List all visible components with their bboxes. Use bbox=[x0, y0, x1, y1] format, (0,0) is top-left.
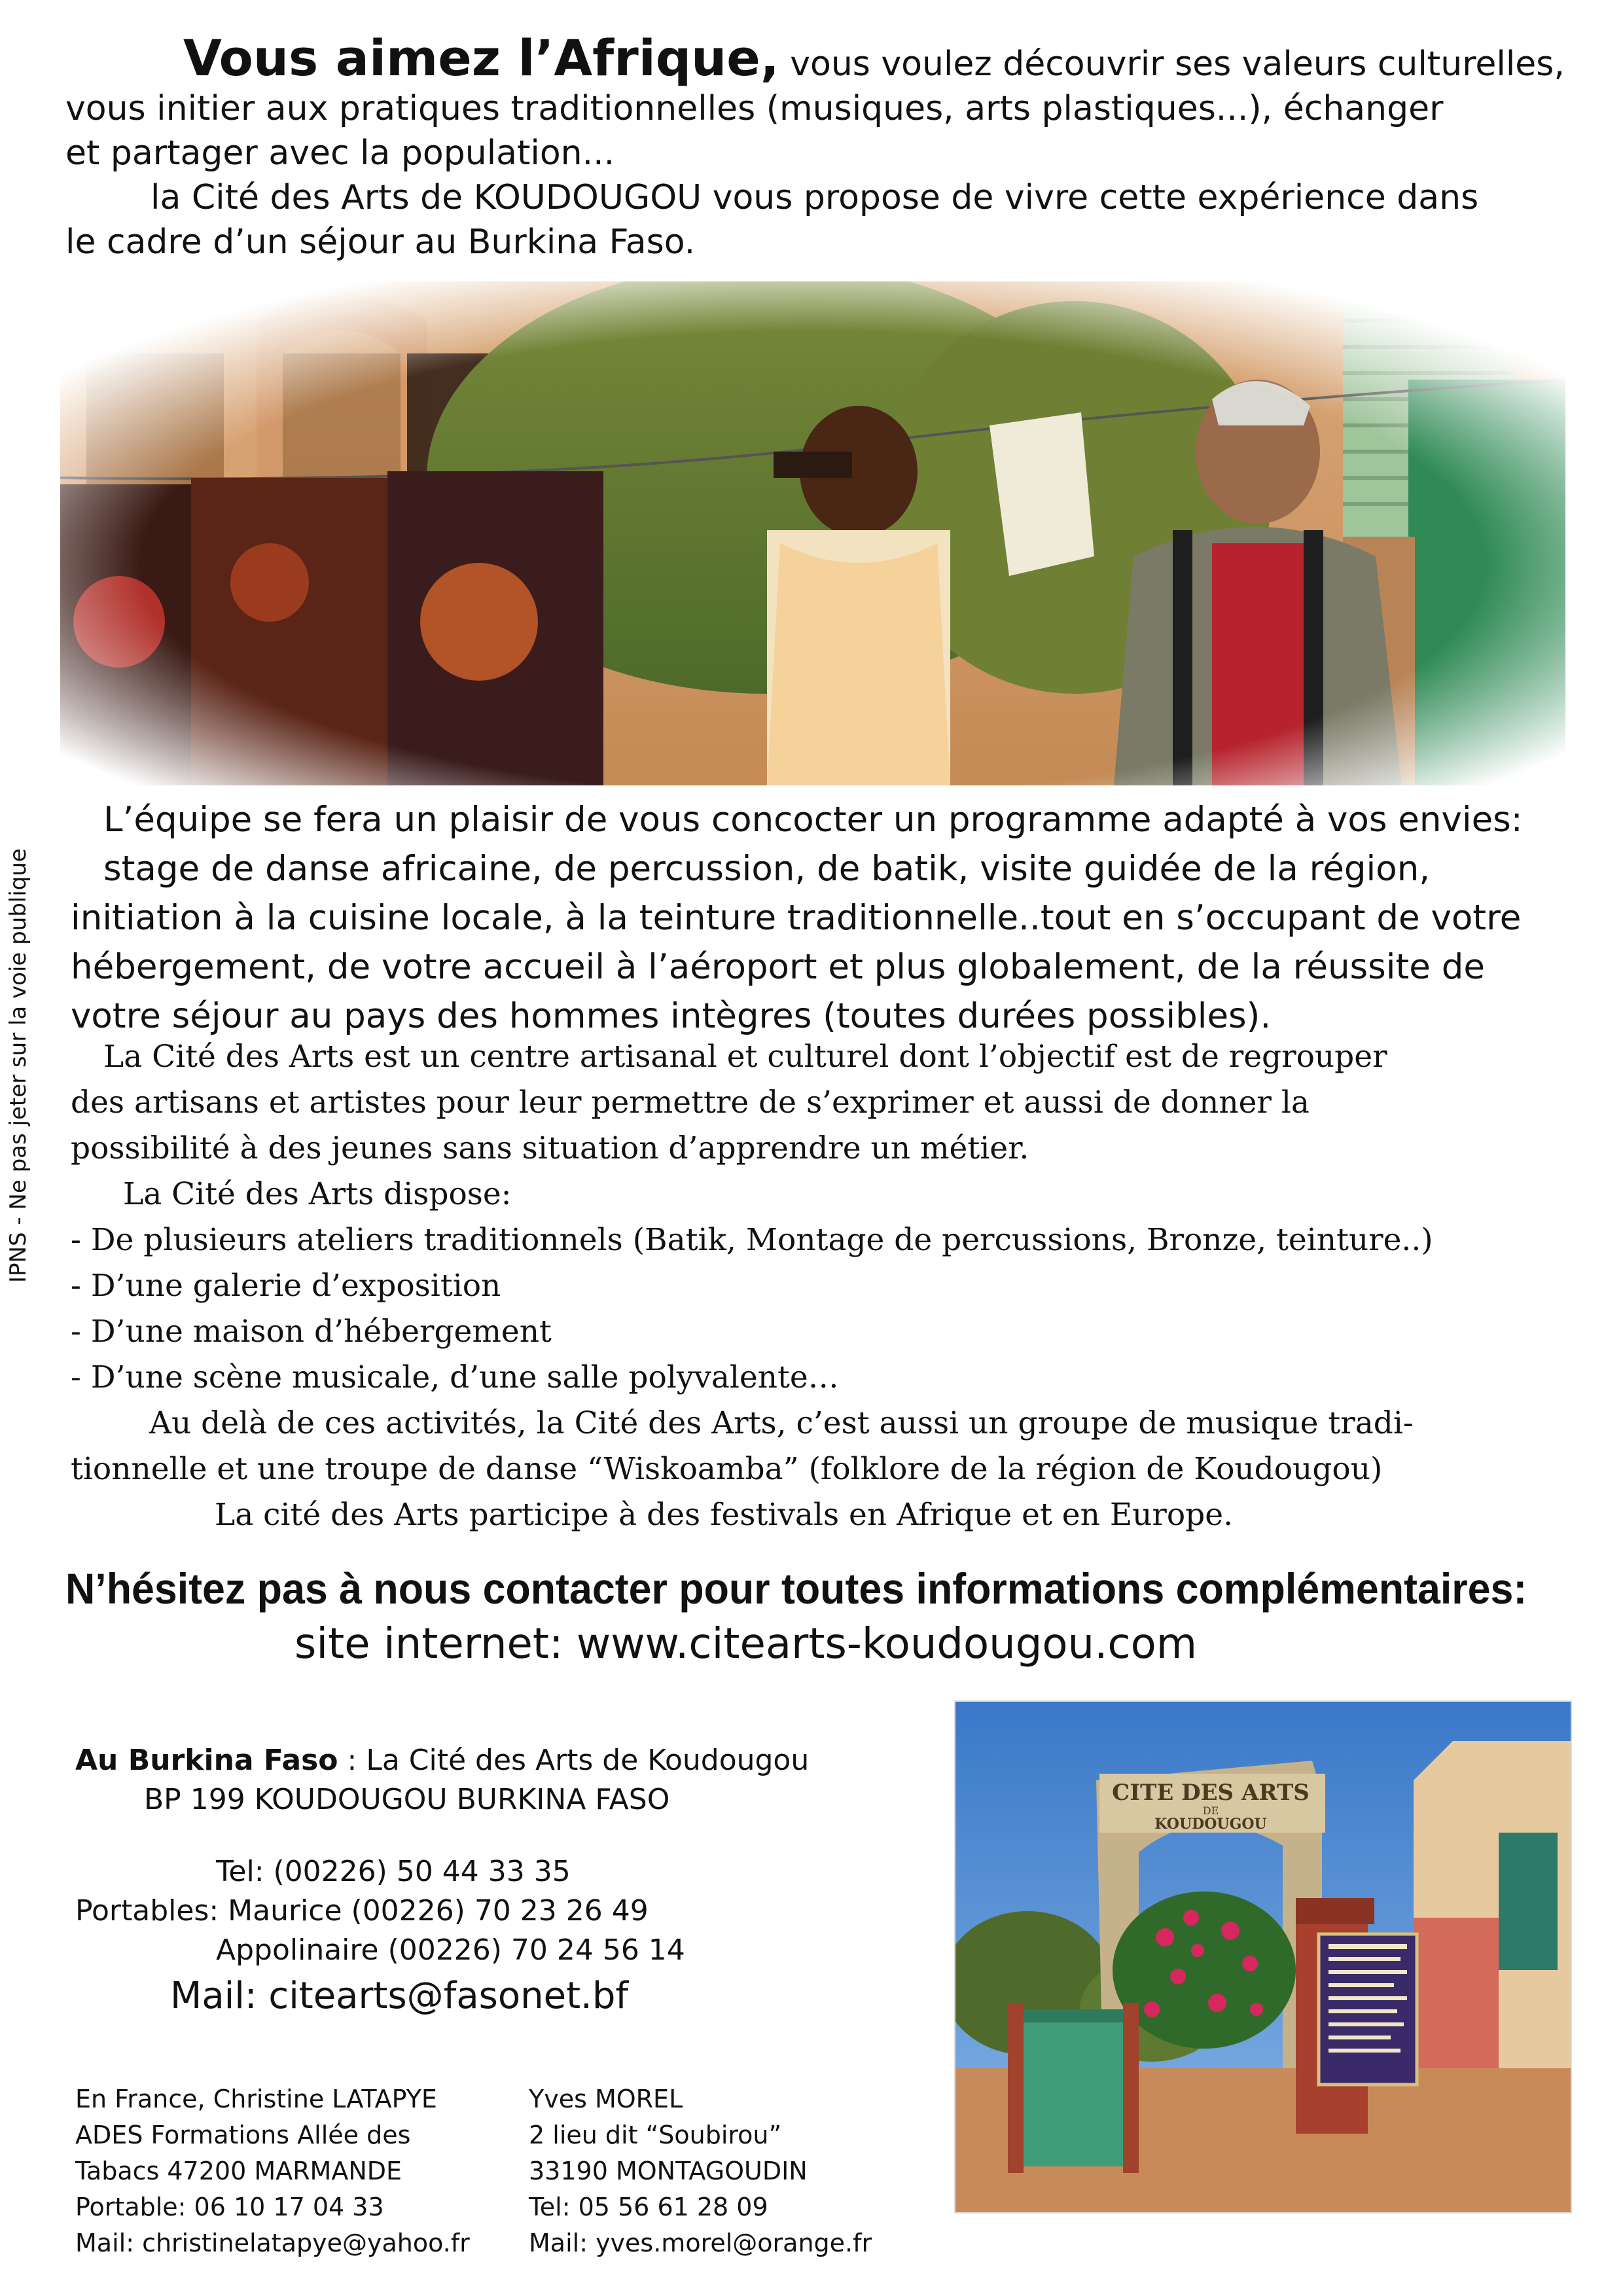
program-paragraph bbox=[71, 795, 1576, 1041]
france-contact-latapye bbox=[75, 2081, 546, 2261]
france-line: En France, Christine LATAPYE bbox=[75, 2085, 437, 2113]
program-line: initiation à la cuisine locale, à la teinture traditionnelle..tout en s’occupant de votre bbox=[71, 898, 1522, 938]
intro-headline: Vous aimez l’Afrique, bbox=[183, 29, 779, 87]
intro-line-1: Vous aimez l’Afrique, vous voulez découvrir ses valeurs culturelles, bbox=[183, 29, 1565, 87]
france-line: Tabacs 47200 MARMANDE bbox=[75, 2157, 402, 2185]
france-mail[interactable]: Mail: christinelatapye@yahoo.fr bbox=[75, 2229, 470, 2257]
intro-text bbox=[65, 29, 1584, 264]
burkina-header: Au Burkina Faso : La Cité des Arts de Koudougou bbox=[75, 1744, 810, 1777]
cite-line: Au delà de ces activités, la Cité des Arts, c’est aussi un groupe de musique tradi- bbox=[149, 1405, 1414, 1441]
intro-line-5: le cadre d’un séjour au Burkina Faso. bbox=[65, 223, 696, 262]
france-line: Portable: 06 10 17 04 33 bbox=[75, 2193, 384, 2221]
program-line: votre séjour au pays des hommes intègres (toutes durées possibles). bbox=[71, 996, 1272, 1036]
artisans-photo bbox=[60, 281, 1565, 785]
program-line: L’équipe se fera un plaisir de vous concocter un programme adapté à vos envies: bbox=[103, 800, 1523, 840]
cite-line: des artisans et artistes pour leur permettre de s’exprimer et aussi de donner la bbox=[71, 1085, 1310, 1121]
cite-line: possibilité à des jeunes sans situation d’apprendre un métier. bbox=[71, 1130, 1029, 1166]
cite-list-item: - D’une maison d’hébergement bbox=[71, 1314, 552, 1350]
arch-sign-city: KOUDOUGOU bbox=[1154, 1816, 1267, 1833]
cite-entrance-illustration bbox=[955, 1702, 1571, 2212]
france-line: Tel: 05 56 61 28 09 bbox=[529, 2193, 768, 2221]
france-mail[interactable]: Mail: yves.morel@orange.fr bbox=[529, 2229, 872, 2257]
arch-sign-title: CITE DES ARTS bbox=[1112, 1780, 1310, 1806]
arch-sign-de: DE bbox=[1202, 1804, 1219, 1817]
program-line: stage de danse africaine, de percussion, de batik, visite guidée de la région, bbox=[103, 849, 1431, 889]
cite-line: tionnelle et une troupe de danse “Wiskoamba” (folklore de la région de Koudougou) bbox=[71, 1451, 1383, 1487]
burkina-mail[interactable]: Mail: citearts@fasonet.bf bbox=[170, 1975, 629, 2017]
burkina-po-box: BP 199 KOUDOUGOU BURKINA FASO bbox=[144, 1783, 670, 1816]
intro-line-4: la Cité des Arts de KOUDOUGOU vous propose de vivre cette expérience dans bbox=[151, 178, 1479, 217]
contact-banner bbox=[65, 1561, 1597, 1672]
cite-entrance-photo bbox=[954, 1700, 1572, 2214]
cite-line: La cité des Arts participe à des festivals en Afrique et en Europe. bbox=[215, 1497, 1234, 1533]
intro-line-2: vous initier aux pratiques traditionnelles (musiques, arts plastiques...), échanger bbox=[65, 89, 1444, 128]
burkina-portable-2: Appolinaire (00226) 70 24 56 14 bbox=[216, 1933, 685, 1967]
france-contact-morel bbox=[529, 2081, 921, 2261]
website-line[interactable]: site internet: www.citearts-koudougou.com bbox=[294, 1620, 1198, 1668]
france-line: ADES Formations Allée des bbox=[75, 2121, 411, 2149]
burkina-tel: Tel: (00226) 50 44 33 35 bbox=[216, 1855, 571, 1888]
program-line: hébergement, de votre accueil à l’aéroport et plus globalement, de la réussite de bbox=[71, 947, 1485, 987]
intro-line-3: et partager avec la population... bbox=[65, 134, 615, 173]
contact-headline: N’hésitez pas à nous contacter pour toutes informations complémentaires: bbox=[65, 1564, 1527, 1613]
cite-description bbox=[71, 1034, 1576, 1538]
cite-list-item: - De plusieurs ateliers traditionnels (Batik, Montage de percussions, Bronze, teinture..) bbox=[71, 1222, 1433, 1258]
france-line: Yves MOREL bbox=[529, 2085, 683, 2113]
cite-list-item: - D’une scène musicale, d’une salle polyvalente… bbox=[71, 1359, 839, 1395]
france-line: 33190 MONTAGOUDIN bbox=[529, 2157, 808, 2185]
artisans-photo-illustration bbox=[60, 281, 1565, 785]
cite-list-item: - D’une galerie d’exposition bbox=[71, 1268, 501, 1304]
france-line: 2 lieu dit “Soubirou” bbox=[529, 2121, 782, 2149]
burkina-portables: Portables: Maurice (00226) 70 23 26 49 bbox=[75, 1894, 649, 1928]
cite-line: La Cité des Arts dispose: bbox=[123, 1176, 512, 1212]
ipns-side-note: IPNS - Ne pas jeter sur la voie publique bbox=[5, 848, 31, 1283]
cite-line: La Cité des Arts est un centre artisanal et culturel dont l’objectif est de regrouper bbox=[103, 1039, 1387, 1075]
burkina-address bbox=[75, 1741, 926, 2022]
